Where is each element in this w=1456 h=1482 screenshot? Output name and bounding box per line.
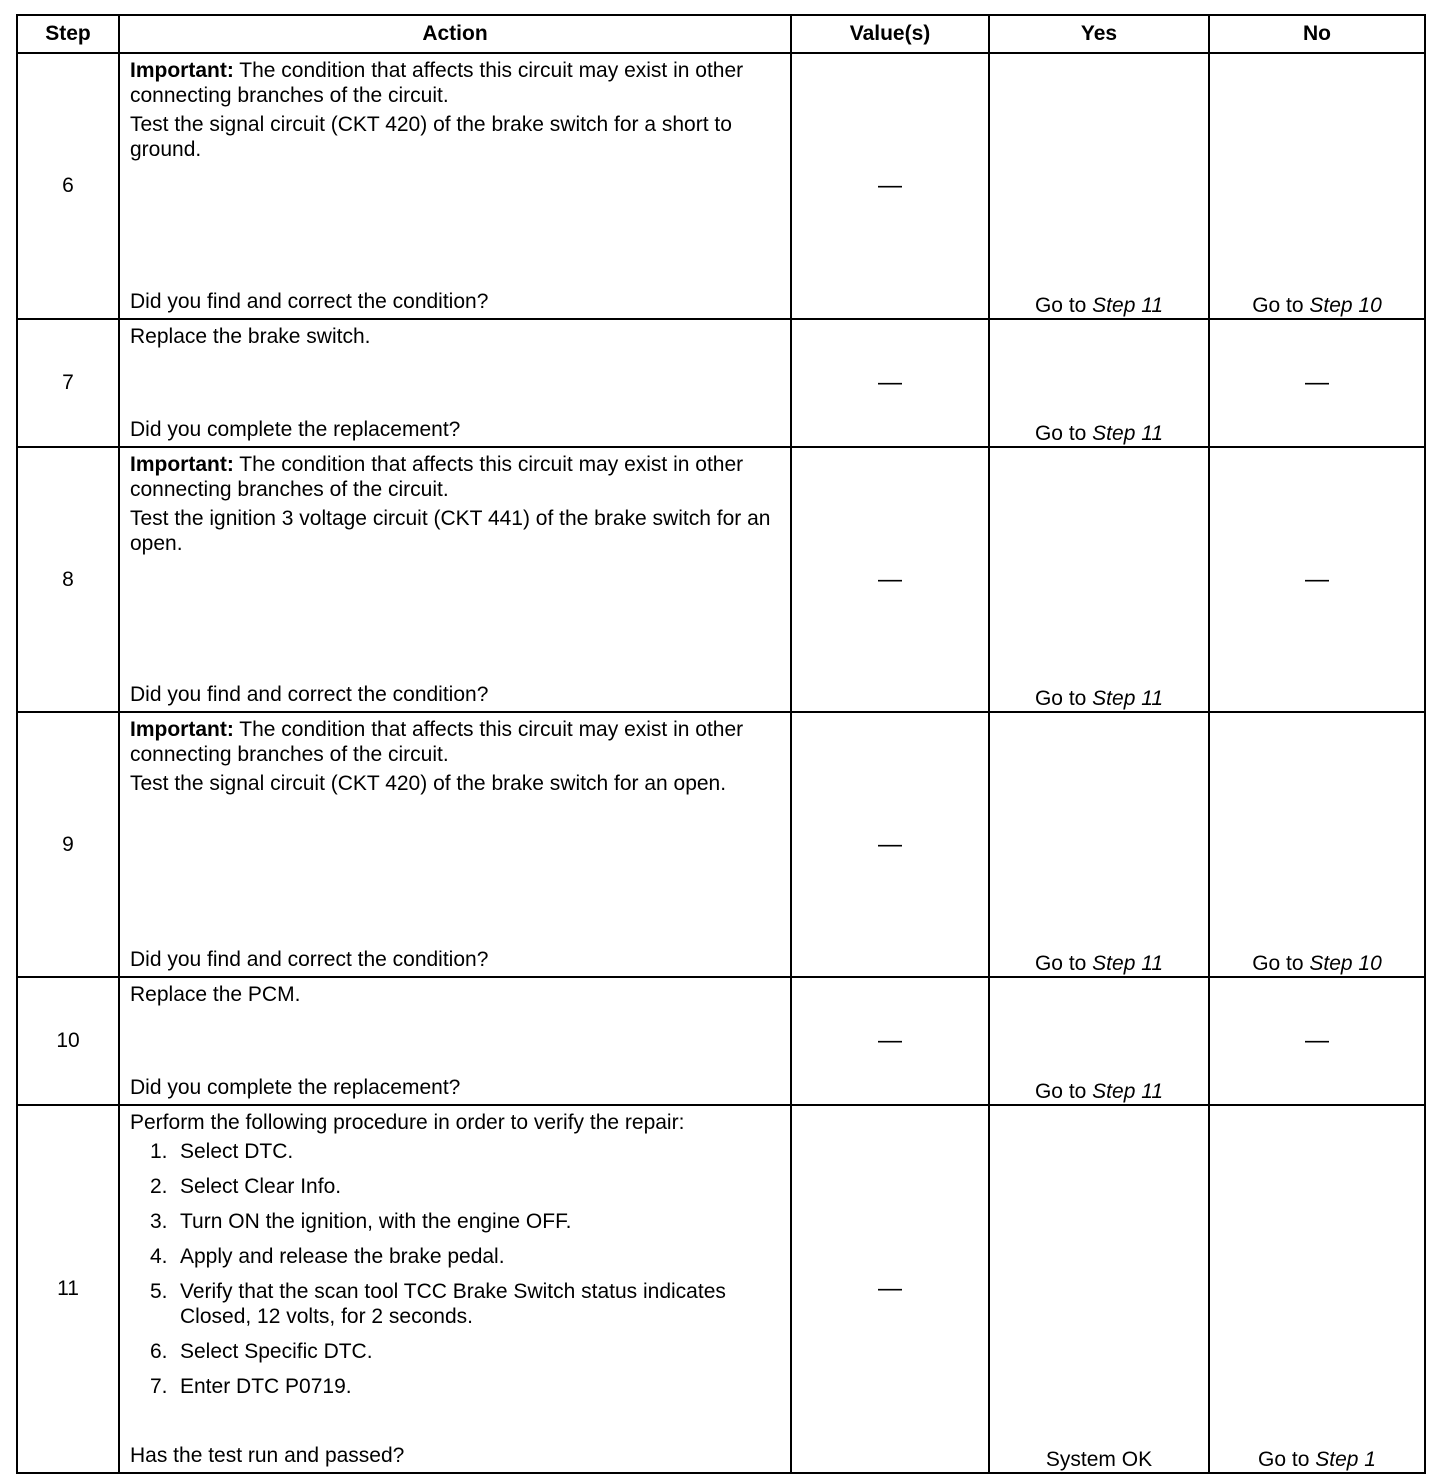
header-values: Value(s): [791, 15, 989, 53]
yes-cell: [989, 977, 1209, 1105]
no-prefix: Go to: [1258, 1448, 1316, 1471]
instruction-text: Test the ignition 3 voltage circuit (CKT 441) of the brake switch for an open.: [130, 507, 771, 555]
table-row: [17, 1105, 1425, 1473]
important-text: The condition that affects this circuit may exist in other connecting branches of the circuit.: [130, 718, 744, 766]
no-prefix: Go to: [1252, 294, 1310, 317]
step-number: 6: [17, 53, 119, 319]
list-item: [150, 1279, 778, 1329]
no-cell: [1209, 977, 1425, 1105]
list-item-text: Verify that the scan tool TCC Brake Switch status indicates Closed, 12 volts, for 2 seconds.: [180, 1280, 726, 1328]
yes-step-link[interactable]: Step 11: [1092, 294, 1164, 317]
important-label: Important:: [130, 59, 234, 82]
value-cell: —: [791, 319, 989, 447]
yes-cell: [989, 319, 1209, 447]
action-cell: [119, 319, 791, 447]
list-item-number: 4.: [150, 1245, 168, 1268]
list-item-text: Select Clear Info.: [180, 1175, 342, 1198]
important-text: The condition that affects this circuit may exist in other connecting branches of the circuit.: [130, 453, 744, 501]
yes-prefix: Go to: [1034, 294, 1093, 317]
list-item-text: Select DTC.: [180, 1140, 294, 1163]
action-cell: [119, 712, 791, 977]
instruction-text: Test the signal circuit (CKT 420) of the brake switch for a short to ground.: [130, 113, 732, 161]
action-cell: [119, 977, 791, 1105]
question-text: Did you complete the replacement?: [130, 1076, 461, 1099]
list-item: [150, 1139, 778, 1164]
yes-cell: [989, 712, 1209, 977]
table-row: [17, 977, 1425, 1105]
important-label: Important:: [130, 718, 234, 741]
list-item-number: 3.: [150, 1210, 168, 1233]
no-cell: [1209, 319, 1425, 447]
list-item: [150, 1209, 778, 1234]
yes-cell: [989, 447, 1209, 712]
yes-step-link[interactable]: Step 11: [1092, 422, 1164, 445]
no-value: —: [1305, 369, 1329, 396]
step-number: 9: [17, 712, 119, 977]
value-cell: —: [791, 712, 989, 977]
instruction-text: Replace the PCM.: [130, 983, 301, 1006]
no-cell: [1209, 1105, 1425, 1473]
yes-step-link[interactable]: Step 11: [1092, 1080, 1164, 1103]
instruction-text: Replace the brake switch.: [130, 325, 371, 348]
important-note: [130, 717, 778, 767]
value-cell: —: [791, 447, 989, 712]
yes-prefix: Go to: [1034, 952, 1093, 975]
question-text: Did you complete the replacement?: [130, 418, 461, 441]
table-row: [17, 712, 1425, 977]
list-item-number: 5.: [150, 1280, 168, 1303]
question-text: Did you find and correct the condition?: [130, 290, 489, 313]
table-row: [17, 53, 1425, 319]
header-yes: Yes: [989, 15, 1209, 53]
important-note: [130, 452, 778, 502]
yes-prefix: Go to: [1034, 687, 1093, 710]
important-note: [130, 58, 778, 108]
action-cell: [119, 53, 791, 319]
action-cell: [119, 447, 791, 712]
list-item-number: 1.: [150, 1140, 168, 1163]
instruction-text: Test the signal circuit (CKT 420) of the brake switch for an open.: [130, 772, 727, 795]
list-item: [150, 1244, 778, 1269]
no-cell: [1209, 53, 1425, 319]
no-cell: [1209, 447, 1425, 712]
instruction-text: Perform the following procedure in order to verify the repair:: [130, 1111, 685, 1134]
no-step-link[interactable]: Step 10: [1309, 952, 1382, 975]
yes-prefix: Go to: [1034, 1080, 1093, 1103]
no-prefix: Go to: [1252, 952, 1310, 975]
yes-cell: [989, 53, 1209, 319]
important-text: The condition that affects this circuit may exist in other connecting branches of the circuit.: [130, 59, 744, 107]
no-cell: [1209, 712, 1425, 977]
yes-cell: [989, 1105, 1209, 1473]
header-row: [17, 15, 1425, 53]
header-no: No: [1209, 15, 1425, 53]
list-item-number: 2.: [150, 1175, 168, 1198]
no-step-link[interactable]: Step 10: [1309, 294, 1382, 317]
table-row: [17, 319, 1425, 447]
question-text: Did you find and correct the condition?: [130, 683, 489, 706]
header-action: Action: [119, 15, 791, 53]
table-row: [17, 447, 1425, 712]
procedure-list: [130, 1139, 778, 1399]
header-step: Step: [17, 15, 119, 53]
list-item: [150, 1374, 778, 1399]
step-number: 8: [17, 447, 119, 712]
list-item-text: Apply and release the brake pedal.: [180, 1245, 505, 1268]
yes-prefix: Go to: [1034, 422, 1093, 445]
step-number: 7: [17, 319, 119, 447]
value-cell: —: [791, 977, 989, 1105]
important-label: Important:: [130, 453, 234, 476]
yes-result: System OK: [1045, 1448, 1153, 1471]
no-value: —: [1305, 1027, 1329, 1054]
yes-step-link[interactable]: Step 11: [1092, 687, 1164, 710]
list-item-number: 6.: [150, 1340, 168, 1363]
question-text: Has the test run and passed?: [130, 1444, 405, 1467]
list-item-text: Enter DTC P0719.: [180, 1375, 352, 1398]
yes-step-link[interactable]: Step 11: [1092, 952, 1164, 975]
no-value: —: [1305, 565, 1329, 593]
step-number: 11: [17, 1105, 119, 1473]
list-item-text: Turn ON the ignition, with the engine OFF.: [180, 1210, 572, 1233]
action-cell: [119, 1105, 791, 1473]
no-step-link[interactable]: Step 1: [1315, 1448, 1376, 1471]
diagnostic-table: [16, 14, 1426, 1474]
value-cell: —: [791, 1105, 989, 1473]
list-item: [150, 1174, 778, 1199]
list-item: [150, 1339, 778, 1364]
list-item-number: 7.: [150, 1375, 168, 1398]
value-cell: —: [791, 53, 989, 319]
step-number: 10: [17, 977, 119, 1105]
question-text: Did you find and correct the condition?: [130, 948, 489, 971]
list-item-text: Select Specific DTC.: [180, 1340, 373, 1363]
